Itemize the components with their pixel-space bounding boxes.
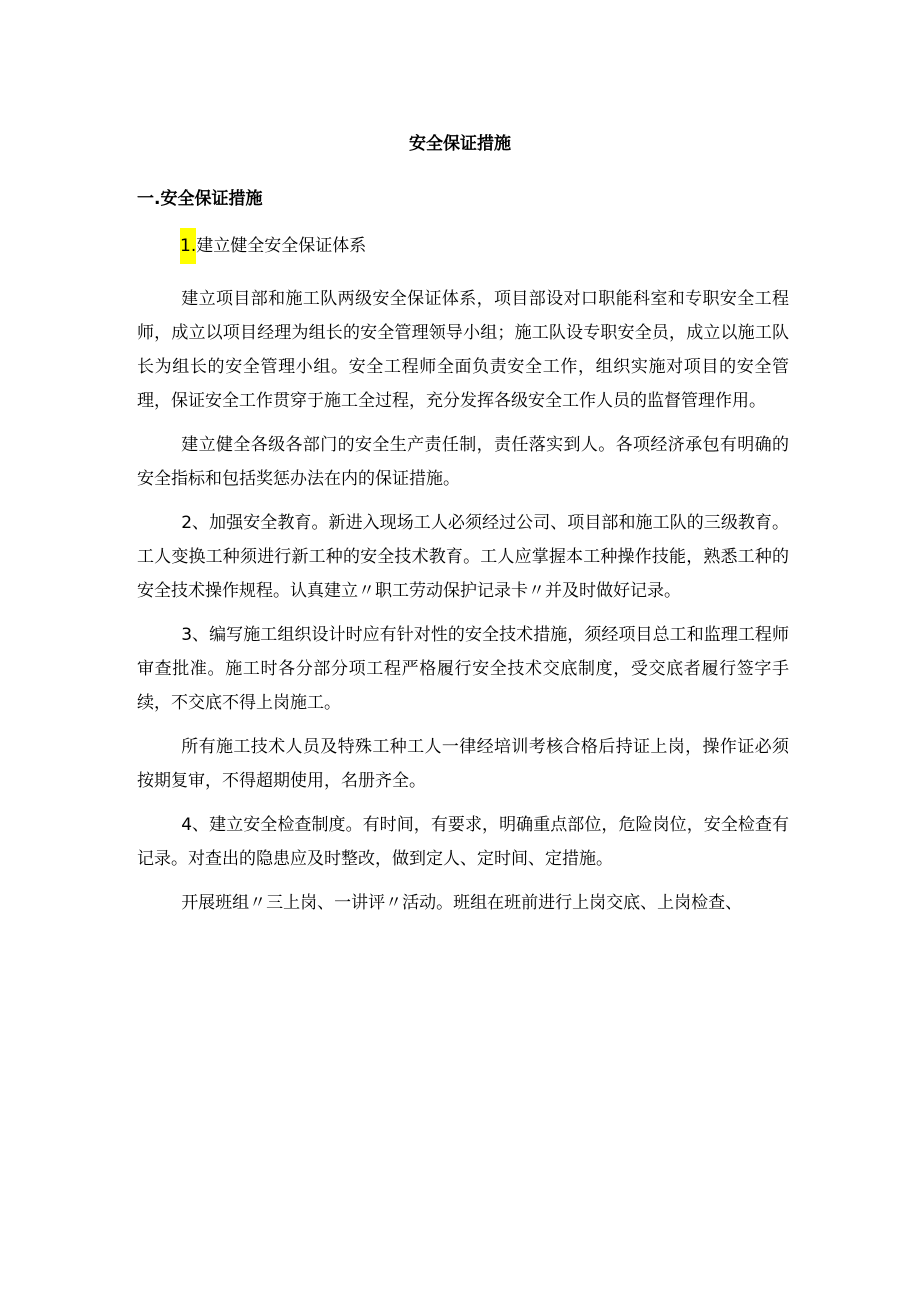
highlighted-number: 1. [180, 228, 196, 264]
paragraph-2: 建立健全各级各部门的安全生产责任制，责任落实到人。各项经济承包有明确的安全指标和包括奖惩办法在内的保证措施。 [137, 435, 789, 489]
sub-heading [180, 228, 366, 264]
document-title: 安全保证措施 [409, 134, 511, 154]
paragraph-1: 建立项目部和施工队两级安全保证体系，项目部设对口职能科室和专职安全工程师，成立以项目经理为组长的安全管理领导小组；施工队设专职安全员，成立以施工队长为组长的安全管理小组。安全工程师全面负责安全工作，组织实施对项目的安全管理，保证安全工作贯穿于施工全过程，充分发挥各级安全工作人员的监督管理作用。 [137, 289, 789, 411]
paragraph-7: 开展班组〃三上岗、一讲评〃活动。班组在班前进行上岗交底、上岗检查、 [181, 893, 743, 913]
paragraph-4: 3、编写施工组织设计时应有针对性的安全技术措施，须经项目总工和监理工程师审查批准。施工时各分部分项工程严格履行安全技术交底制度，受交底者履行签字手续，不交底不得上岗施工。 [137, 625, 789, 713]
paragraph-5: 所有施工技术人员及特殊工种工人一律经培训考核合格后持证上岗，操作证必须按期复审，不得超期使用，名册齐全。 [137, 737, 789, 791]
paragraph-3: 2、加强安全教育。新进入现场工人必须经过公司、项目部和施工队的三级教育。工人变换工种须进行新工种的安全技术教育。工人应掌握本工种操作技能，熟悉工种的安全技术操作规程。认真建立〃职工劳动保护记录卡〃并及时做好记录。 [137, 513, 789, 601]
sub-heading-text: 建立健全安全保证体系 [196, 236, 367, 256]
document-body [137, 282, 789, 930]
paragraph-6: 4、建立安全检查制度。有时间，有要求，明确重点部位，危险岗位，安全检查有记录。对查出的隐患应及时整改，做到定人、定时间、定措施。 [137, 815, 789, 869]
section-heading: 一.安全保证措施 [137, 189, 263, 209]
